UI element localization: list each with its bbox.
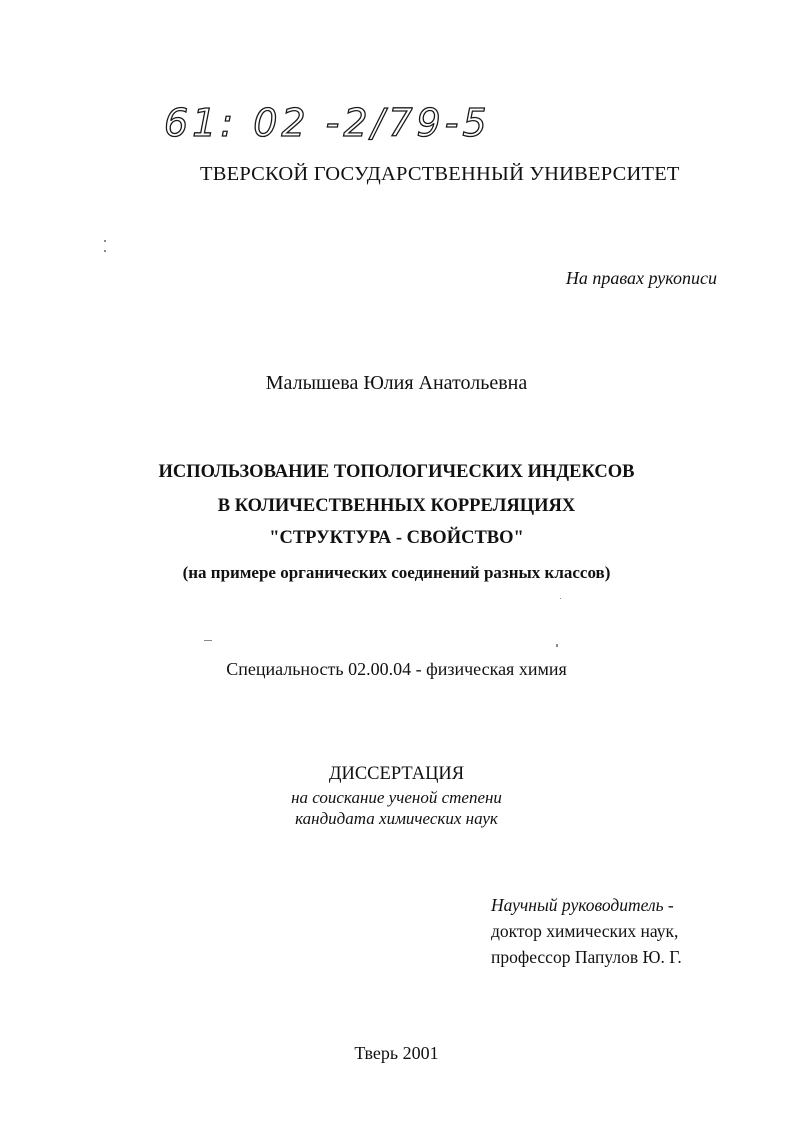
handwritten-catalog-code bbox=[160, 92, 540, 152]
title-line-1: ИСПОЛЬЗОВАНИЕ ТОПОЛОГИЧЕСКИХ ИНДЕКСОВ bbox=[158, 462, 635, 482]
title-line-2: В КОЛИЧЕСТВЕННЫХ КОРРЕЛЯЦИЯХ bbox=[217, 496, 576, 516]
scan-speck bbox=[104, 240, 106, 242]
city-year: Тверь 2001 bbox=[354, 1043, 439, 1063]
dissertation-type: ДИССЕРТАЦИЯ bbox=[328, 764, 465, 784]
university-name: ТВЕРСКОЙ ГОСУДАРСТВЕННЫЙ УНИВЕРСИТЕТ bbox=[200, 163, 680, 185]
author-name: Малышева Юлия Анатольевна bbox=[265, 372, 528, 394]
specialty: Специальность 02.00.04 - физическая химия bbox=[226, 659, 567, 679]
dissertation-degree-line-2: кандидата химических наук bbox=[295, 809, 498, 828]
supervisor-role: Научный руководитель - bbox=[491, 895, 674, 915]
scan-speck bbox=[560, 598, 561, 599]
title-subtitle: (на примере органических соединений разных классов) bbox=[182, 563, 611, 582]
handwritten-code-svg bbox=[160, 92, 540, 152]
title-line-3: "СТРУКТУРА - СВОЙСТВО" bbox=[269, 528, 524, 548]
scan-speck bbox=[204, 640, 212, 641]
rights-note: На правах рукописи bbox=[565, 268, 717, 288]
supervisor-name: профессор Папулов Ю. Г. bbox=[491, 947, 682, 967]
supervisor-degree: доктор химических наук, bbox=[491, 921, 679, 941]
scan-speck bbox=[556, 644, 558, 647]
dissertation-degree-line-1: на соискание ученой степени bbox=[291, 788, 502, 807]
supervisor-block bbox=[491, 892, 682, 970]
scan-speck bbox=[104, 250, 106, 252]
handwritten-code-text: 61: 02 -2/79-5 bbox=[164, 101, 491, 145]
